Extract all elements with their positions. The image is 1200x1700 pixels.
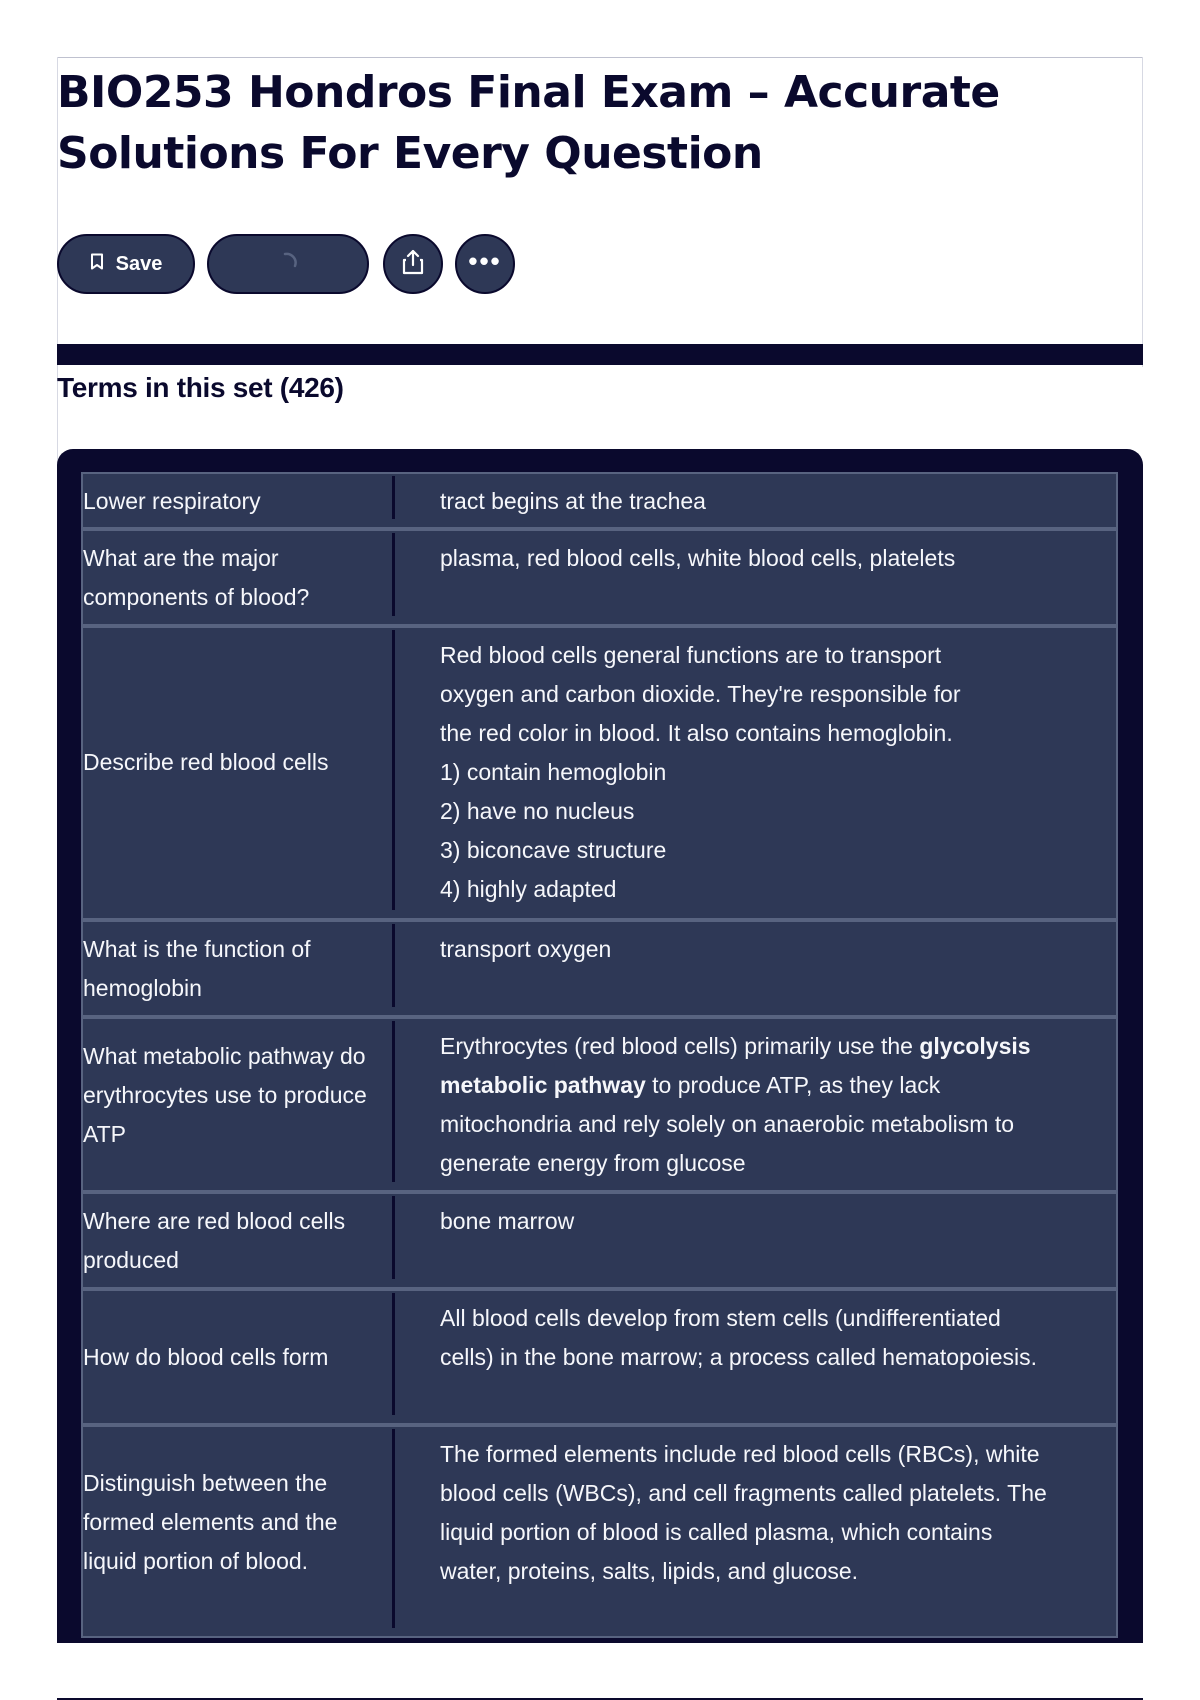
section-divider-bar — [57, 344, 1143, 365]
bookmark-icon — [90, 253, 104, 275]
term-card[interactable] — [81, 626, 1118, 920]
spinner-icon — [275, 249, 301, 280]
term-card[interactable] — [81, 1017, 1118, 1192]
term-definition — [440, 628, 1060, 909]
term-divider — [392, 533, 395, 616]
header-top-rule — [57, 57, 1143, 58]
definition-line: 2) have no nucleus — [440, 798, 635, 824]
term-word: Lower respiratory — [83, 488, 261, 514]
more-options-button[interactable] — [455, 234, 515, 294]
definition-line: Red blood cells general functions are to transport — [440, 642, 942, 668]
term-word: What metabolic pathway do erythrocytes use to produce ATP — [83, 1043, 367, 1147]
share-button[interactable] — [383, 234, 443, 294]
term-definition — [440, 1019, 1060, 1183]
term-divider — [392, 476, 395, 519]
term-card[interactable] — [81, 1425, 1118, 1638]
loading-button[interactable] — [207, 234, 369, 294]
term-definition: The formed elements include red blood cells (RBCs), white blood cells (WBCs), and cell fragments called platelets. The liquid portion of blood is called plasma, which contains water, proteins, salts, lipids, and glucose. — [440, 1441, 1047, 1584]
term-divider — [392, 924, 395, 1007]
term-divider — [392, 630, 395, 910]
header-right-rule — [1142, 57, 1143, 367]
definition-line: 1) contain hemoglobin — [440, 759, 667, 785]
term-definition: tract begins at the trachea — [440, 488, 706, 514]
term-definition: plasma, red blood cells, white blood cells, platelets — [440, 545, 956, 571]
term-card[interactable] — [81, 1289, 1118, 1425]
page-title: BIO253 Hondros Final Exam – Accurate Solutions For Every Question — [57, 67, 1000, 179]
terms-list — [57, 449, 1143, 1643]
term-divider — [392, 1429, 395, 1628]
term-definition: All blood cells develop from stem cells (undifferentiated cells) in the bone marrow; a process called hematopoiesis. — [440, 1305, 1038, 1370]
definition-line: 3) biconcave structure — [440, 837, 667, 863]
term-divider — [392, 1293, 395, 1415]
term-divider — [392, 1021, 395, 1182]
share-icon — [400, 248, 426, 281]
terms-count-heading: Terms in this set (426) — [57, 372, 344, 403]
term-word: Distinguish between the formed elements and the liquid portion of blood. — [83, 1470, 338, 1574]
definition-line: 4) highly adapted — [440, 876, 617, 902]
definition-text-pre: Erythrocytes (red blood cells) primarily use the — [440, 1033, 913, 1059]
term-card[interactable] — [81, 529, 1118, 626]
term-word: How do blood cells form — [83, 1344, 329, 1370]
definition-line: the red color in blood. It also contains hemoglobin. — [440, 720, 953, 746]
definition-text-bold: glycolysis metabolic pathway — [440, 1033, 1031, 1098]
term-word: Describe red blood cells — [83, 749, 329, 775]
term-word: What are the major components of blood? — [83, 545, 310, 610]
term-card[interactable] — [81, 1192, 1118, 1289]
term-card[interactable] — [81, 472, 1118, 529]
term-word: Where are red blood cells produced — [83, 1208, 346, 1273]
term-card[interactable] — [81, 920, 1118, 1017]
term-definition: bone marrow — [440, 1208, 575, 1234]
definition-line: oxygen and carbon dioxide. They're responsible for — [440, 681, 961, 707]
term-divider — [392, 1196, 395, 1279]
save-button[interactable] — [57, 234, 195, 294]
more-horizontal-icon: ••• — [468, 246, 502, 276]
term-word: What is the function of hemoglobin — [83, 936, 311, 1001]
definition-text-post: to produce ATP, as they lack mitochondria and rely solely on anaerobic metabolism to generate energy from glucose — [440, 1072, 1015, 1176]
term-definition: transport oxygen — [440, 936, 612, 962]
save-button-label: Save — [115, 252, 163, 275]
